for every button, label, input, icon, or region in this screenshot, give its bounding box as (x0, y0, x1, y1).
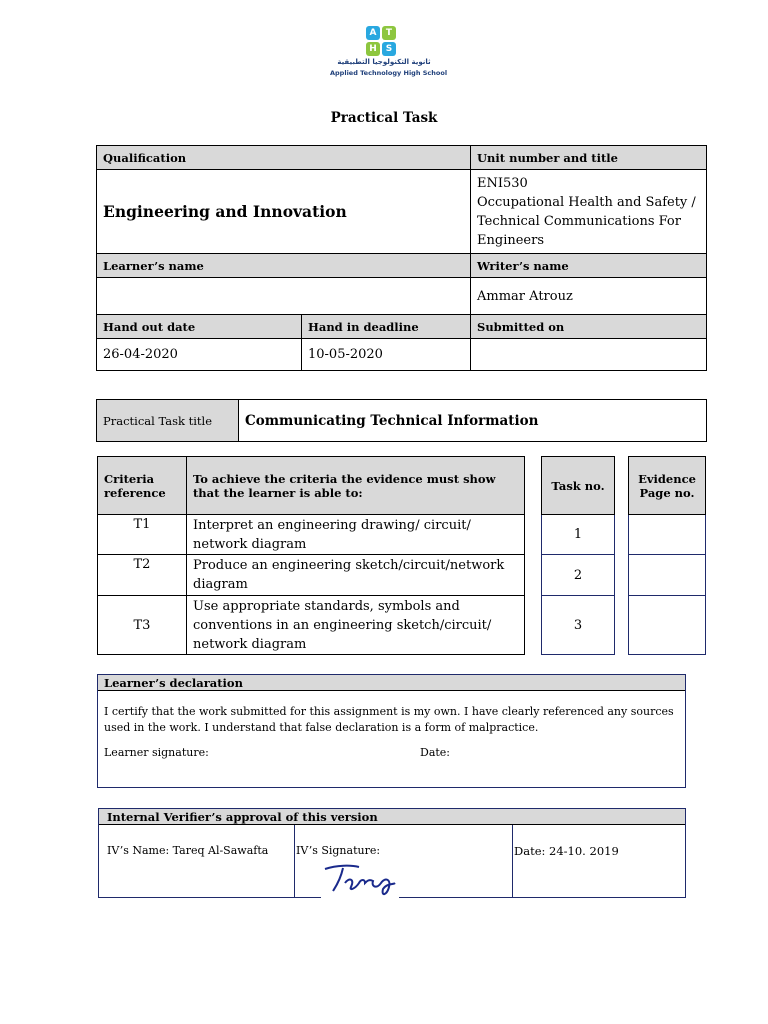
logo-letter-a: A (366, 26, 380, 40)
evidence-page-3 (629, 596, 706, 655)
evidence-page-1 (629, 515, 706, 555)
submitted-value (471, 339, 707, 371)
learner-signature-label: Learner signature: (104, 746, 209, 759)
criteria-text-t2: Produce an engineering sketch/circuit/network diagram (187, 555, 525, 596)
logo-letter-s: S (382, 42, 396, 56)
criteria-text-t1: Interpret an engineering drawing/ circuit/ network diagram (187, 515, 525, 555)
verifier-box (98, 808, 686, 898)
declaration-date-label: Date: (420, 746, 451, 759)
task-title-label: Practical Task title (97, 400, 239, 442)
school-logo (330, 26, 448, 82)
task-no-3: 3 (542, 596, 615, 655)
evidence-page-table (628, 456, 706, 655)
logo-letter-t: T (382, 26, 396, 40)
verifier-date: Date: 24-10. 2019 (514, 844, 619, 858)
verifier-title: Internal Verifier’s approval of this version (99, 809, 685, 825)
hand-out-label: Hand out date (97, 315, 302, 339)
task-title-value: Communicating Technical Information (239, 400, 707, 442)
criteria-ref-t3: T3 (98, 596, 187, 655)
task-no-header: Task no. (542, 457, 615, 515)
hand-in-label: Hand in deadline (302, 315, 471, 339)
verifier-signature-label: IV’s Signature: (296, 844, 381, 857)
task-title-table (96, 399, 707, 442)
info-table (96, 145, 707, 371)
signature-scribble (321, 859, 399, 899)
writer-name-label: Writer’s name (471, 254, 707, 278)
logo-arabic-text: ثانوية التكنولوجيا التطبيقية (337, 58, 431, 66)
task-no-table (541, 456, 615, 655)
criteria-ref-t2: T2 (98, 555, 187, 596)
criteria-ref-header: Criteria reference (98, 457, 187, 515)
hand-out-value: 26-04-2020 (97, 339, 302, 371)
hand-in-value: 10-05-2020 (302, 339, 471, 371)
unit-title: Occupational Health and Safety / Technical Communications For Engineers (477, 194, 696, 248)
qualification-value: Engineering and Innovation (97, 170, 471, 254)
verifier-divider-1 (294, 825, 295, 897)
logo-english-text: Applied Technology High School (330, 69, 448, 77)
logo-letter-h: H (366, 42, 380, 56)
qualification-label: Qualification (97, 146, 471, 170)
criteria-evidence-header: To achieve the criteria the evidence must show that the learner is able to: (187, 457, 525, 515)
evidence-page-2 (629, 555, 706, 596)
criteria-text-t3: Use appropriate standards, symbols and conventions in an engineering sketch/circuit/ network diagram (187, 596, 525, 655)
unit-label: Unit number and title (471, 146, 707, 170)
criteria-table (97, 456, 525, 655)
declaration-box (97, 674, 686, 788)
unit-cell (471, 170, 707, 254)
declaration-title: Learner’s declaration (98, 675, 685, 691)
writer-name-value: Ammar Atrouz (471, 278, 707, 315)
unit-code: ENI530 (477, 175, 528, 191)
verifier-name: IV’s Name: Tareq Al-Sawafta (107, 844, 269, 857)
submitted-label: Submitted on (471, 315, 707, 339)
page-title: Practical Task (330, 110, 438, 126)
verifier-divider-2 (512, 825, 513, 897)
task-no-1: 1 (542, 515, 615, 555)
declaration-text: I certify that the work submitted for this assignment is my own. I have clearly referenced any sources used in the work. I understand that false declaration is a form of malpractice. (104, 705, 674, 734)
verifier-signature-image (321, 859, 399, 899)
criteria-ref-t1: T1 (98, 515, 187, 555)
task-no-2: 2 (542, 555, 615, 596)
evidence-page-header: Evidence Page no. (629, 457, 706, 515)
learner-name-label: Learner’s name (97, 254, 471, 278)
learner-name-value (97, 278, 471, 315)
